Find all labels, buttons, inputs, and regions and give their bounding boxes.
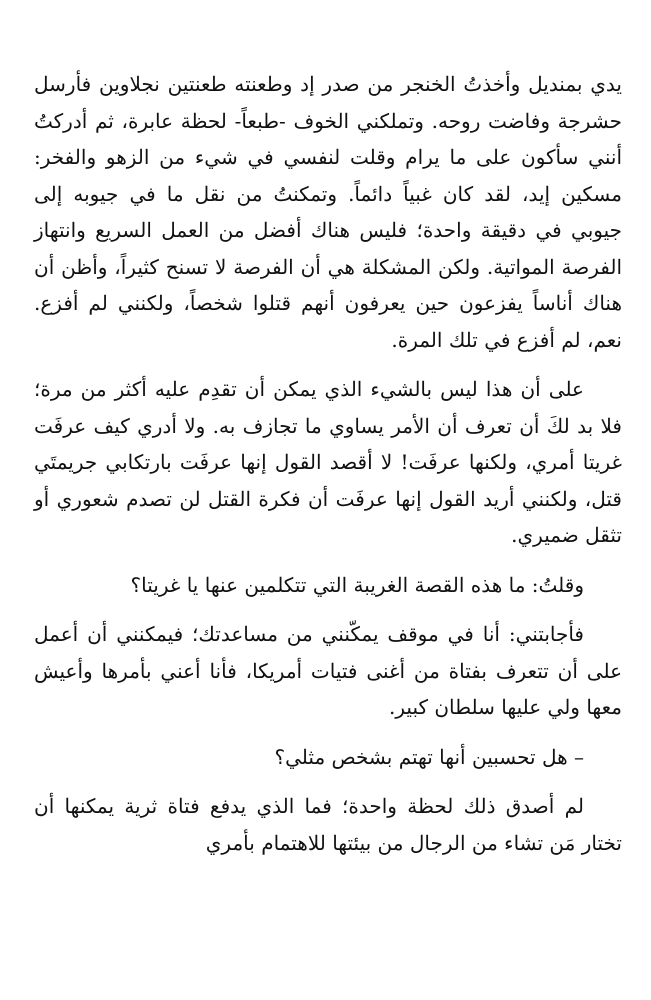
paragraph-final: لم أصدق ذلك لحظة واحدة؛ فما الذي يدفع فتاة ثرية يمكنها أن تختار مَن تشاء من الرجال من بيئتها للاهتمام بأمري	[34, 794, 622, 855]
paragraph-continuation: يدي بمنديل وأخذتُ الخنجر من صدر إد وطعنته طعنتين نجلاوين فأرسل حشرجة وفاضت روحه. وتملكني الخوف -طبعاً- لحظة عابرة، ثم أدركتُ أنني سأكون على ما يرام وقلت لنفسي في شيء من الزهو والفخر: مسكين إيد، لقد كان غبياً دائماً. وتمكنتُ من نقل ما في جيوبه إلى جيوبي في دقيقة واحدة؛ فليس هناك أفضل من العمل السريع وانتهاز الفرصة المواتية. ولكن المشكلة هي أن الفرصة لا تسنح كثيراً، وأظن أن هناك أناساً يفزعون حين يعرفون أنهم قتلوا شخصاً، ولكنني لم أفزع. نعم، لم أفزع في تلك المرة.	[34, 72, 622, 352]
paragraph-question: وقلتُ: ما هذه القصة الغريبة التي تتكلمين عنها يا غريتا؟	[130, 572, 584, 597]
paragraph-narration: على أن هذا ليس بالشيء الذي يمكن أن تقدِم عليه أكثر من مرة؛ فلا بد لكَ أن تعرف أن الأمر يساوي ما تجازف به. ولا أدري كيف عرفَت غريتا أمري، ولكنها عرفَت! لا أقصد القول إنها عرفَت بارتكابي جريمتَي قتل، ولكنني أريد القول إنها عرفَت أن فكرة القتل لن تصدم شعوري أو تثقل ضميري.	[34, 377, 622, 547]
paragraph-reply: فأجابتني: أنا في موقف يمكّنني من مساعدتك؛ فيمكنني أن أعمل على أن تتعرف بفتاة من أغنى فتيات أمريكا، فأنا أعني بأمرها وأعيش معها ولي عليها سلطان كبير.	[34, 622, 623, 719]
paragraph-dialogue-line: – هل تحسبين أنها تهتم بشخص مثلي؟	[274, 744, 584, 769]
